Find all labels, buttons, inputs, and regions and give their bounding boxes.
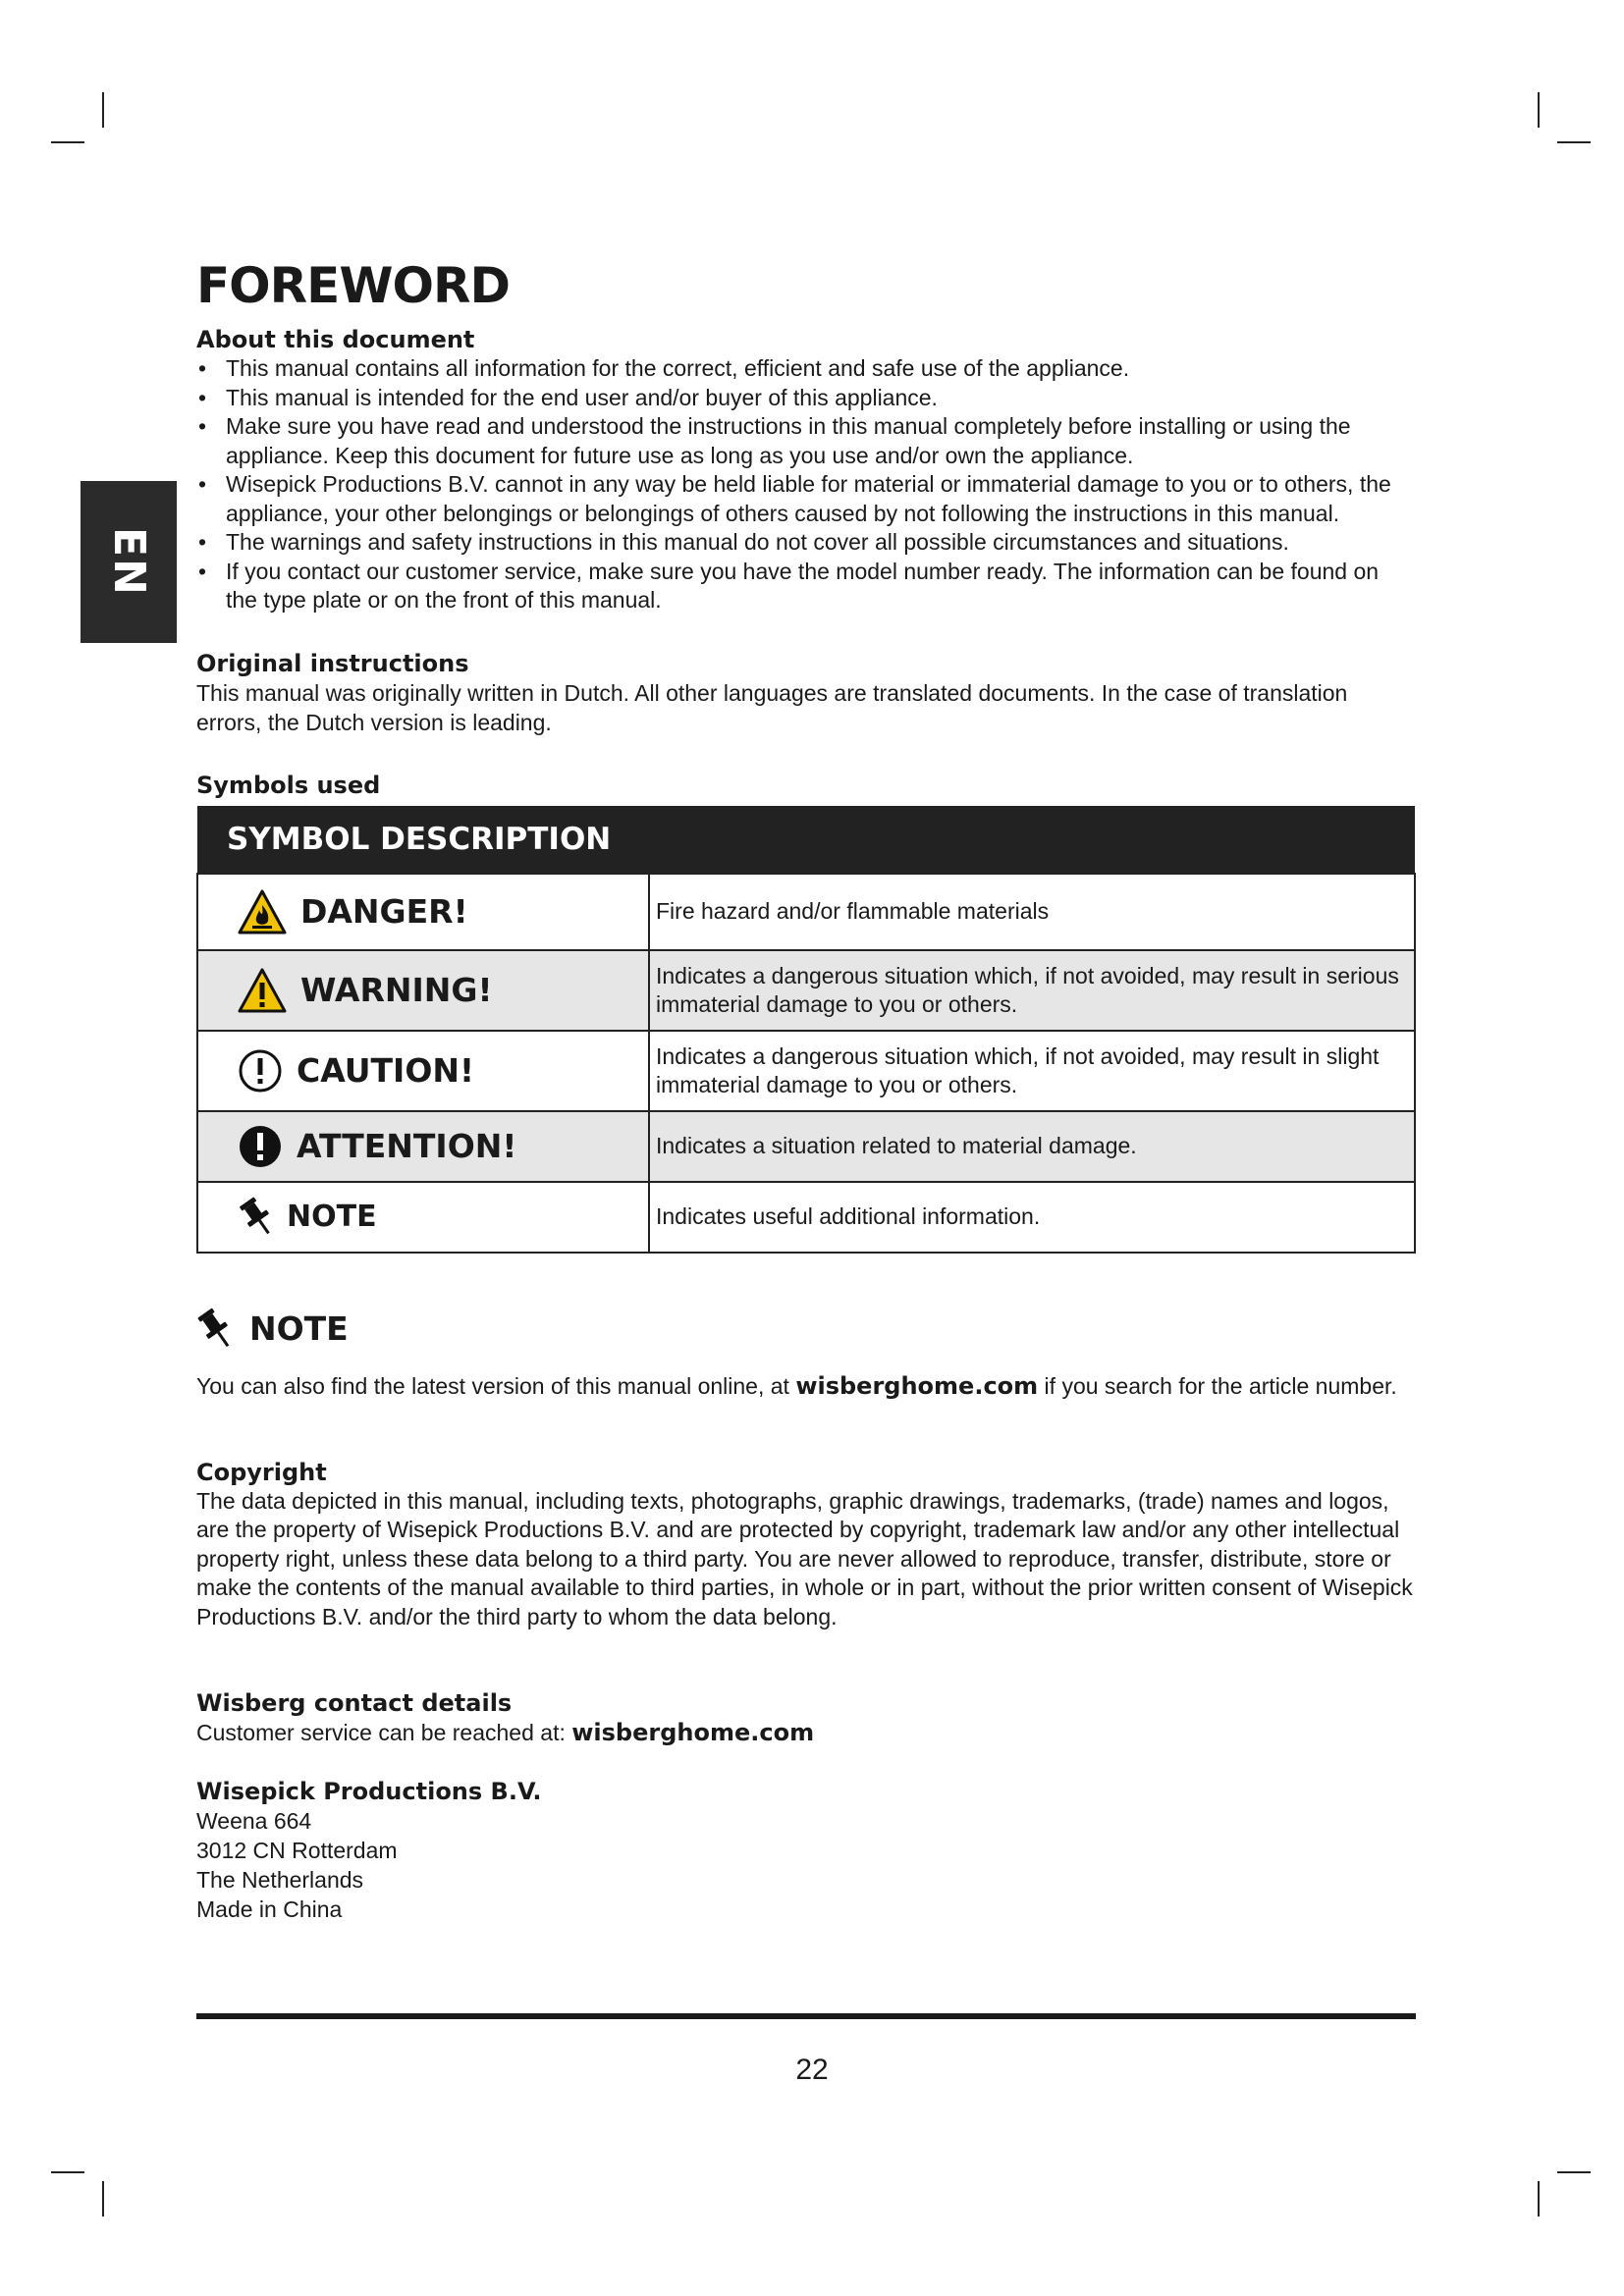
note-text-after: if you search for the article number. — [1038, 1372, 1397, 1399]
symbol-label: ATTENTION! — [297, 1127, 517, 1165]
language-tab-label: EN — [103, 527, 154, 597]
crop-mark — [102, 92, 104, 128]
copyright-text: The data depicted in this manual, including texts, photographs, graphic drawings, trademarks, (trade) names and logos, are the property of Wisepick Productions B.V. and are protected by copyright, trademark law and/or any other intellectual property right, unless these data belong to a third party. You are never allowed to reproduce, transfer, distribute, store or make the contents of the manual available to third parties, in whole or in part, without the prior written consent of Wisepick Productions B.V. and/or the third party to whom the data belong. — [196, 1487, 1413, 1629]
table-row — [197, 1031, 1415, 1111]
table-row — [197, 1182, 1415, 1253]
symbol-label: WARNING! — [300, 971, 493, 1009]
crop-mark — [102, 2181, 104, 2216]
table-row — [197, 874, 1415, 950]
symbol-cell — [197, 1182, 649, 1253]
list-item: • Make sure you have read and understood the instructions in this manual completely before installing or using the appliance. Keep this document for future use as long as you use and/or own the appliance. — [196, 412, 1414, 470]
company-section — [196, 1777, 1414, 1924]
table-row — [197, 950, 1415, 1031]
contact-text — [196, 1718, 1414, 1747]
attention-circle-icon — [238, 1124, 283, 1169]
page-title: FOREWORD — [196, 257, 510, 314]
symbols-table — [196, 806, 1416, 1254]
symbols-section — [196, 771, 1414, 1254]
crop-mark — [1538, 2181, 1540, 2216]
contact-website-link[interactable]: wisberghome.com — [571, 1719, 815, 1746]
list-item: • This manual contains all information for the correct, efficient and safe use of the appliance. — [196, 354, 1414, 384]
table-header: SYMBOL DESCRIPTION — [197, 806, 1415, 874]
copyright-section — [196, 1458, 1414, 1632]
crop-mark — [51, 2171, 84, 2173]
contact-heading: Wisberg contact details — [196, 1689, 513, 1717]
list-item: • If you contact our customer service, make sure you have the model number ready. The information can be found on the type plate or on the front of this manual. — [196, 558, 1414, 615]
company-origin: Made in China — [196, 1896, 343, 1922]
caution-circle-icon — [238, 1048, 283, 1094]
language-tab — [81, 481, 177, 643]
crop-mark — [1538, 92, 1540, 128]
original-section — [196, 649, 1414, 737]
symbols-heading: Symbols used — [196, 771, 381, 799]
description-cell: Indicates a situation related to material damage. — [649, 1111, 1415, 1182]
original-heading: Original instructions — [196, 649, 469, 677]
pushpin-icon — [196, 1305, 236, 1354]
list-item: • The warnings and safety instructions in this manual do not cover all possible circumstances and situations. — [196, 528, 1414, 558]
pushpin-icon — [238, 1195, 277, 1240]
crop-mark — [1557, 141, 1591, 143]
warning-triangle-icon — [238, 968, 287, 1013]
footer-rule — [196, 2013, 1416, 2019]
company-address-line: The Netherlands — [196, 1867, 364, 1893]
contact-text-label: Customer service can be reached at: — [196, 1720, 572, 1745]
table-row — [197, 1111, 1415, 1182]
website-link[interactable]: wisberghome.com — [795, 1371, 1039, 1400]
about-section — [196, 325, 1414, 615]
crop-mark — [51, 141, 84, 143]
fire-hazard-icon — [238, 889, 287, 934]
symbol-cell — [197, 1031, 649, 1111]
description-cell: Indicates a dangerous situation which, if not avoided, may result in slight immaterial damage to you or others. — [649, 1031, 1415, 1111]
company-address-line: Weena 664 — [196, 1808, 312, 1834]
company-address-line: 3012 CN Rotterdam — [196, 1838, 398, 1863]
symbol-label: NOTE — [287, 1200, 377, 1234]
symbol-cell — [197, 950, 649, 1031]
description-cell: Indicates useful additional information. — [649, 1182, 1415, 1253]
symbol-cell — [197, 874, 649, 950]
page-number: 22 — [795, 2054, 829, 2086]
about-heading: About this document — [196, 326, 475, 353]
list-item: • This manual is intended for the end user and/or buyer of this appliance. — [196, 384, 1414, 413]
note-label: NOTE — [249, 1309, 349, 1348]
description-cell: Fire hazard and/or flammable materials — [649, 874, 1415, 950]
list-item: • Wisepick Productions B.V. cannot in any way be held liable for material or immaterial damage to you or to others, the appliance, your other belongings or belongings of others caused by not following the instructions in this manual. — [196, 470, 1414, 528]
description-cell: Indicates a dangerous situation which, if not avoided, may result in serious immaterial damage to you or others. — [649, 950, 1415, 1031]
note-text — [196, 1371, 1414, 1401]
symbol-cell — [197, 1111, 649, 1182]
company-heading: Wisepick Productions B.V. — [196, 1778, 542, 1805]
about-list — [196, 354, 1414, 615]
contact-section — [196, 1688, 1414, 1747]
table-header-row — [197, 806, 1415, 874]
original-text: This manual was originally written in Dutch. All other languages are translated documents. In the case of translation errors, the Dutch version is leading. — [196, 679, 1348, 735]
symbol-label: CAUTION! — [297, 1051, 475, 1090]
crop-mark — [1557, 2171, 1591, 2173]
note-section — [196, 1305, 1414, 1401]
note-text-before: You can also find the latest version of this manual online, at — [196, 1372, 796, 1399]
copyright-heading: Copyright — [196, 1458, 327, 1486]
symbol-label: DANGER! — [300, 892, 468, 931]
page-content — [196, 250, 1414, 1924]
